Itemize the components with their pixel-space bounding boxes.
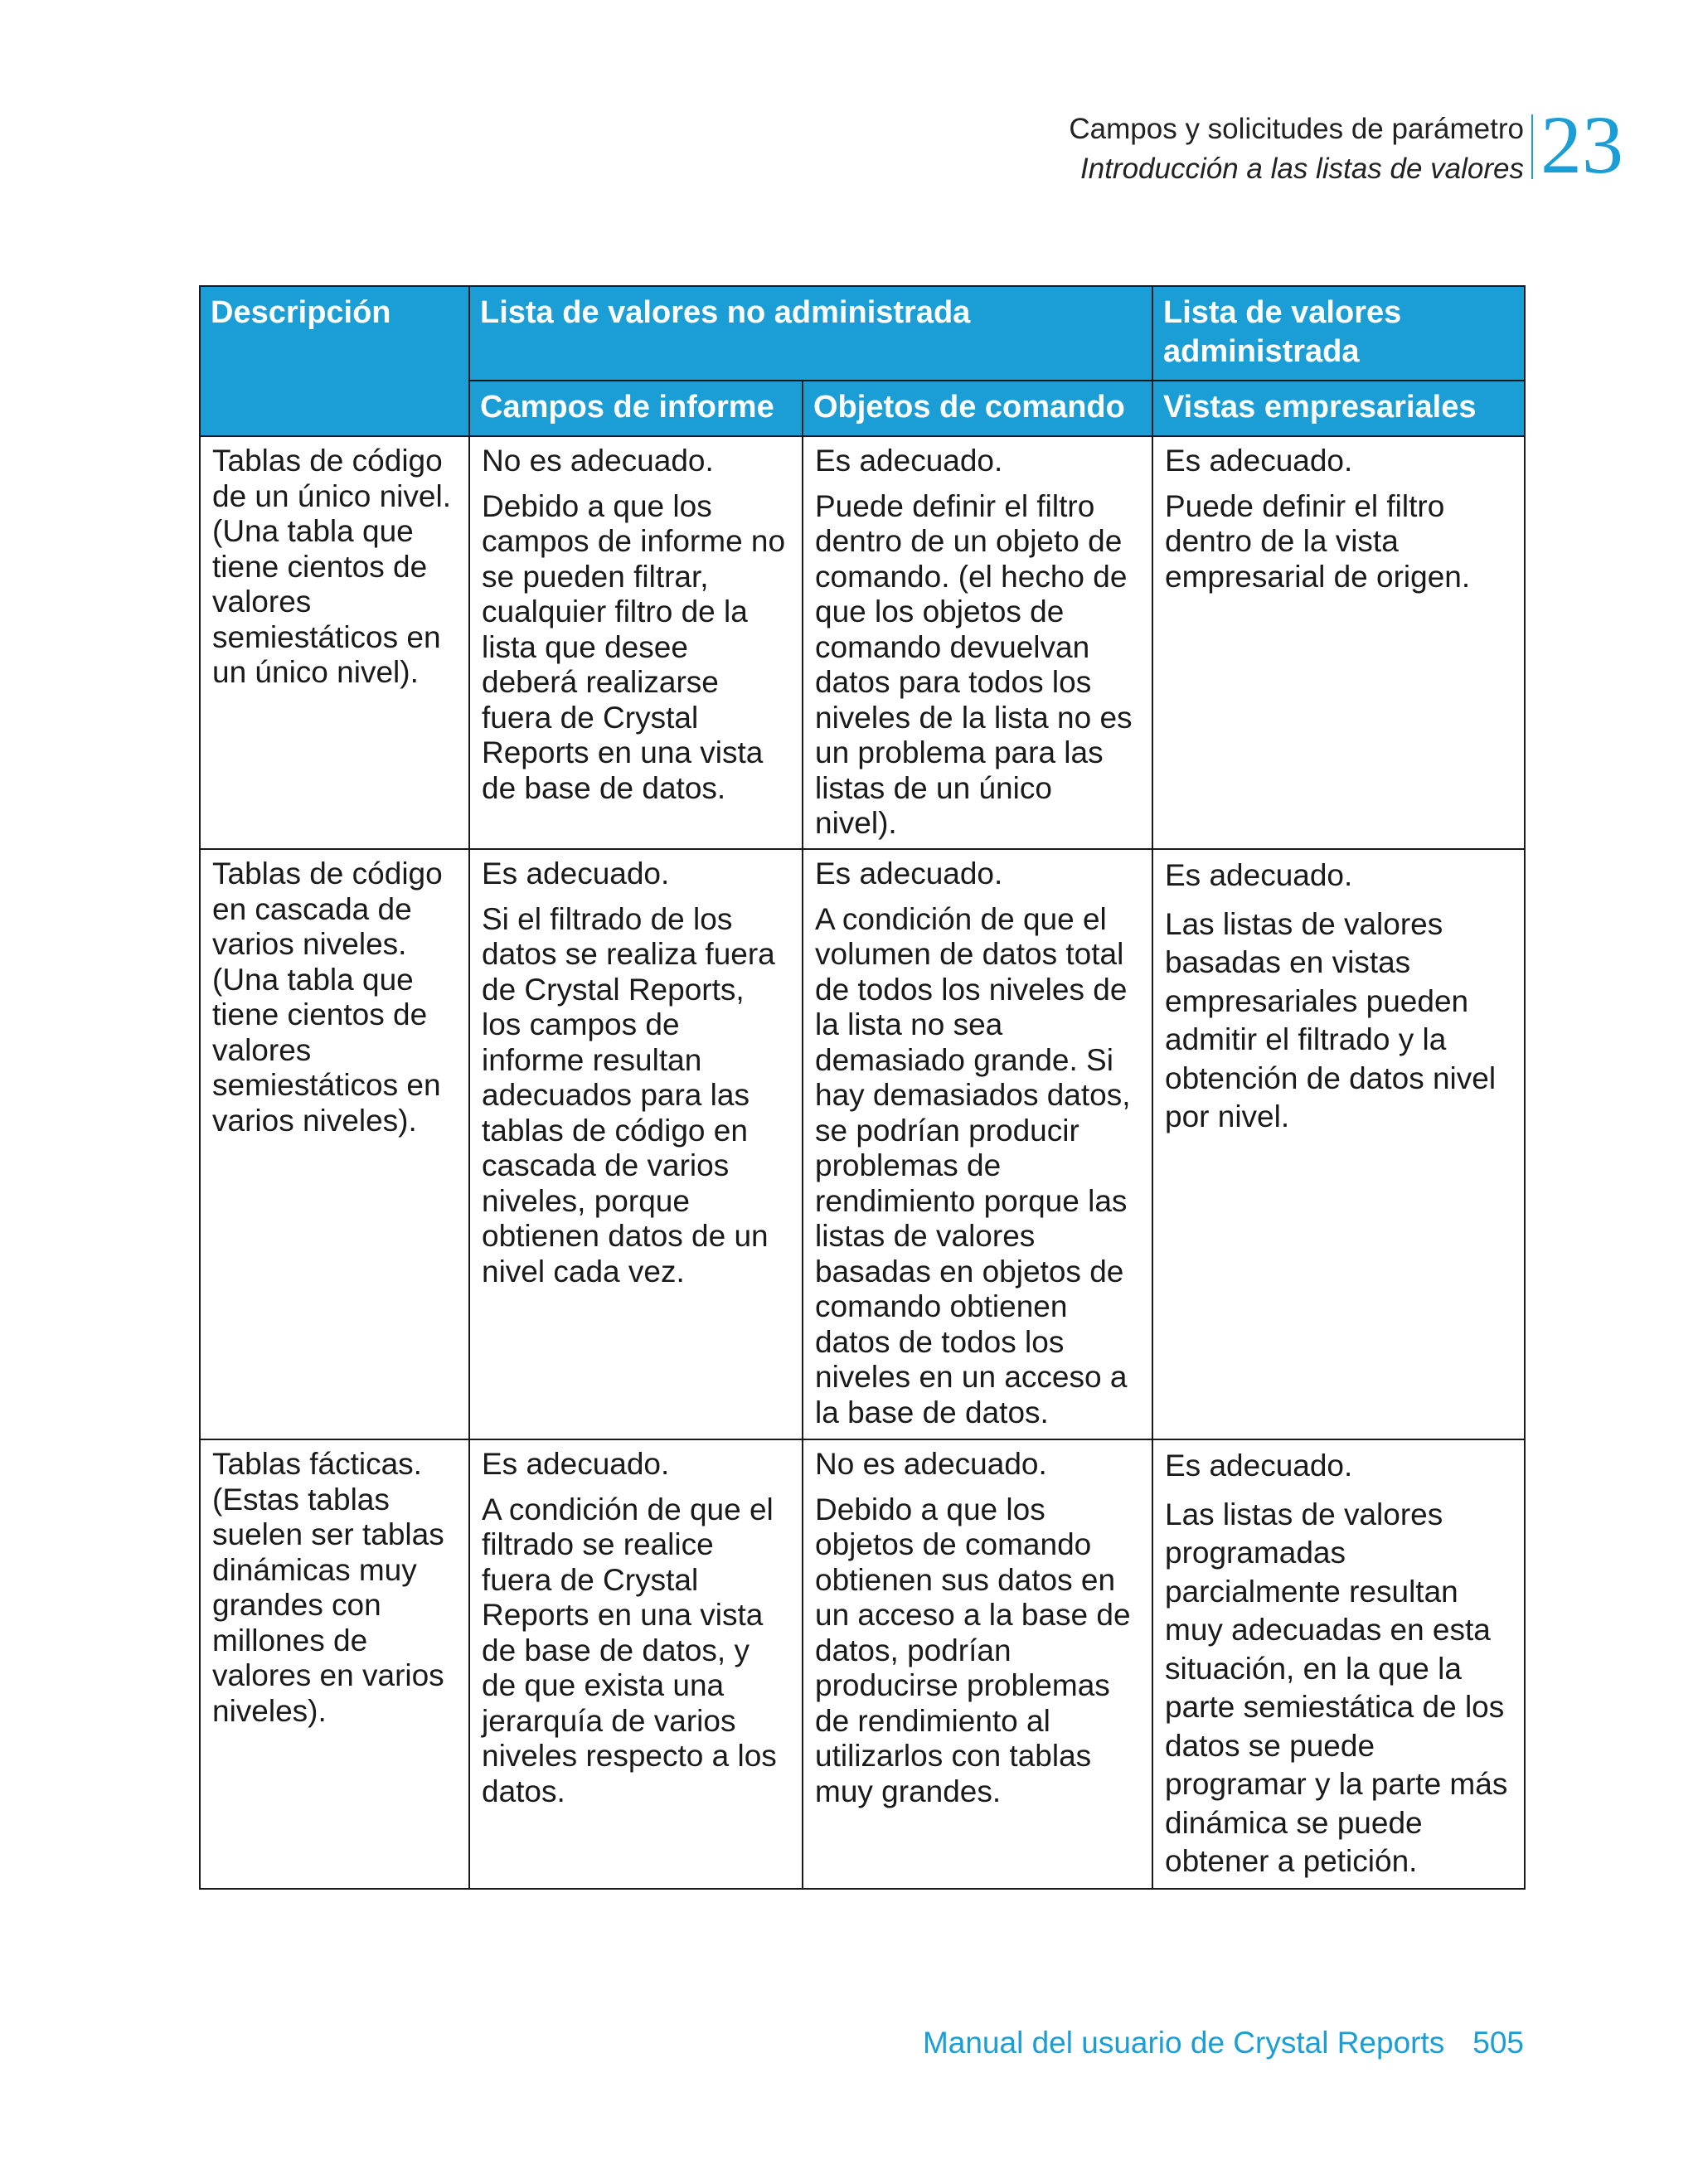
chapter-number: 23 [1540,99,1623,191]
explanation-text: Si el filtrado de los datos se realiza fuera de Crystal Reports, los campos de informe resultan adecuados para las tablas de código en cascada de varios niveles, porque obtienen datos de un nivel cada vez. [482,901,775,1289]
table-row [200,849,1525,1439]
cell-description [200,1439,469,1889]
cell-command-objects [803,1439,1152,1889]
explanation-text: Puede definir el filtro dentro de la vista empresarial de origen. [1165,488,1471,594]
cell-report-fields [469,436,803,849]
cell-report-fields [469,1439,803,1889]
header-command-objects: Objetos de comando [803,381,1152,436]
header-business-views: Vistas empresariales [1152,381,1525,436]
verdict-text: Es adecuado. [482,857,670,891]
table-row [200,436,1525,849]
cell-business-views [1152,849,1525,1439]
verdict-text: Es adecuado. [482,1447,670,1481]
cell-description [200,849,469,1439]
verdict-text: Es adecuado. [1165,1449,1353,1483]
running-header [1069,109,1524,189]
header-unmanaged-list: Lista de valores no administrada [469,286,1152,381]
chapter-divider [1531,114,1533,179]
cell-command-objects [803,849,1152,1439]
cell-description [200,436,469,849]
verdict-text: No es adecuado. [482,444,714,478]
header-report-fields: Campos de informe [469,381,803,436]
verdict-text: Es adecuado. [815,444,1003,478]
explanation-text: Puede definir el filtro dentro de un objeto de comando. (el hecho de que los objetos de comando devuelvan datos para todos los niveles de la lista no es un problema para las listas de un único nivel). [815,488,1133,840]
comparison-table [199,285,1526,1890]
manual-title: Manual del usuario de Crystal Reports [922,2026,1445,2060]
description-text: Tablas de código de un único nivel. (Una tabla que tiene cientos de valores semiestáticos en un único nivel). [212,444,451,689]
cell-report-fields [469,849,803,1439]
chapter-title: Campos y solicitudes de parámetro [1069,113,1524,145]
explanation-text: A condición de que el filtrado se realice fuera de Crystal Reports en una vista de base de datos, y de que exista una jerarquía de varios niveles respecto a los datos. [482,1492,777,1808]
running-footer [923,2023,1524,2063]
header-managed-list: Lista de valores administrada [1152,286,1525,381]
description-text: Tablas de código en cascada de varios niveles. (Una tabla que tiene cientos de valores semiestáticos en varios niveles). [212,857,443,1138]
explanation-text: Las listas de valores programadas parcialmente resultan muy adecuadas en esta situación, en la que la parte semiestática de los datos se puede programar y la parte más dinámica se puede obtener a petición. [1165,1497,1508,1878]
cell-business-views [1152,436,1525,849]
verdict-text: No es adecuado. [815,1447,1047,1481]
header-row-top [200,286,1525,381]
cell-command-objects [803,436,1152,849]
table-body [200,436,1525,1889]
explanation-text: Debido a que los campos de informe no se pueden filtrar, cualquier filtro de la lista que desee deberá realizarse fuera de Crystal Reports en una vista de base de datos. [482,488,786,805]
table-header [200,286,1525,436]
explanation-text: A condición de que el volumen de datos total de todos los niveles de la lista no sea demasiado grande. Si hay demasiados datos, se podrían producir problemas de rendimiento porque las listas de valores basadas en objetos de comando obtienen datos de todos los niveles en un acceso a la base de datos. [815,901,1131,1429]
header-description: Descripción [200,286,469,436]
table-row [200,1439,1525,1889]
explanation-text: Debido a que los objetos de comando obtienen sus datos en un acceso a la base de datos, podrían producirse problemas de rendimiento al utilizarlos con tablas muy grandes. [815,1492,1131,1808]
cell-business-views [1152,1439,1525,1889]
verdict-text: Es adecuado. [1165,858,1353,892]
page-number: 505 [1472,2026,1524,2060]
verdict-text: Es adecuado. [815,857,1003,891]
section-title: Introducción a las listas de valores [1080,153,1524,185]
explanation-text: Las listas de valores basadas en vistas empresariales pueden admitir el filtrado y la obtención de datos nivel por nivel. [1165,906,1497,1133]
verdict-text: Es adecuado. [1165,444,1353,478]
description-text: Tablas fácticas. (Estas tablas suelen ser tablas dinámicas muy grandes con millones de valores en varios niveles). [212,1447,444,1728]
